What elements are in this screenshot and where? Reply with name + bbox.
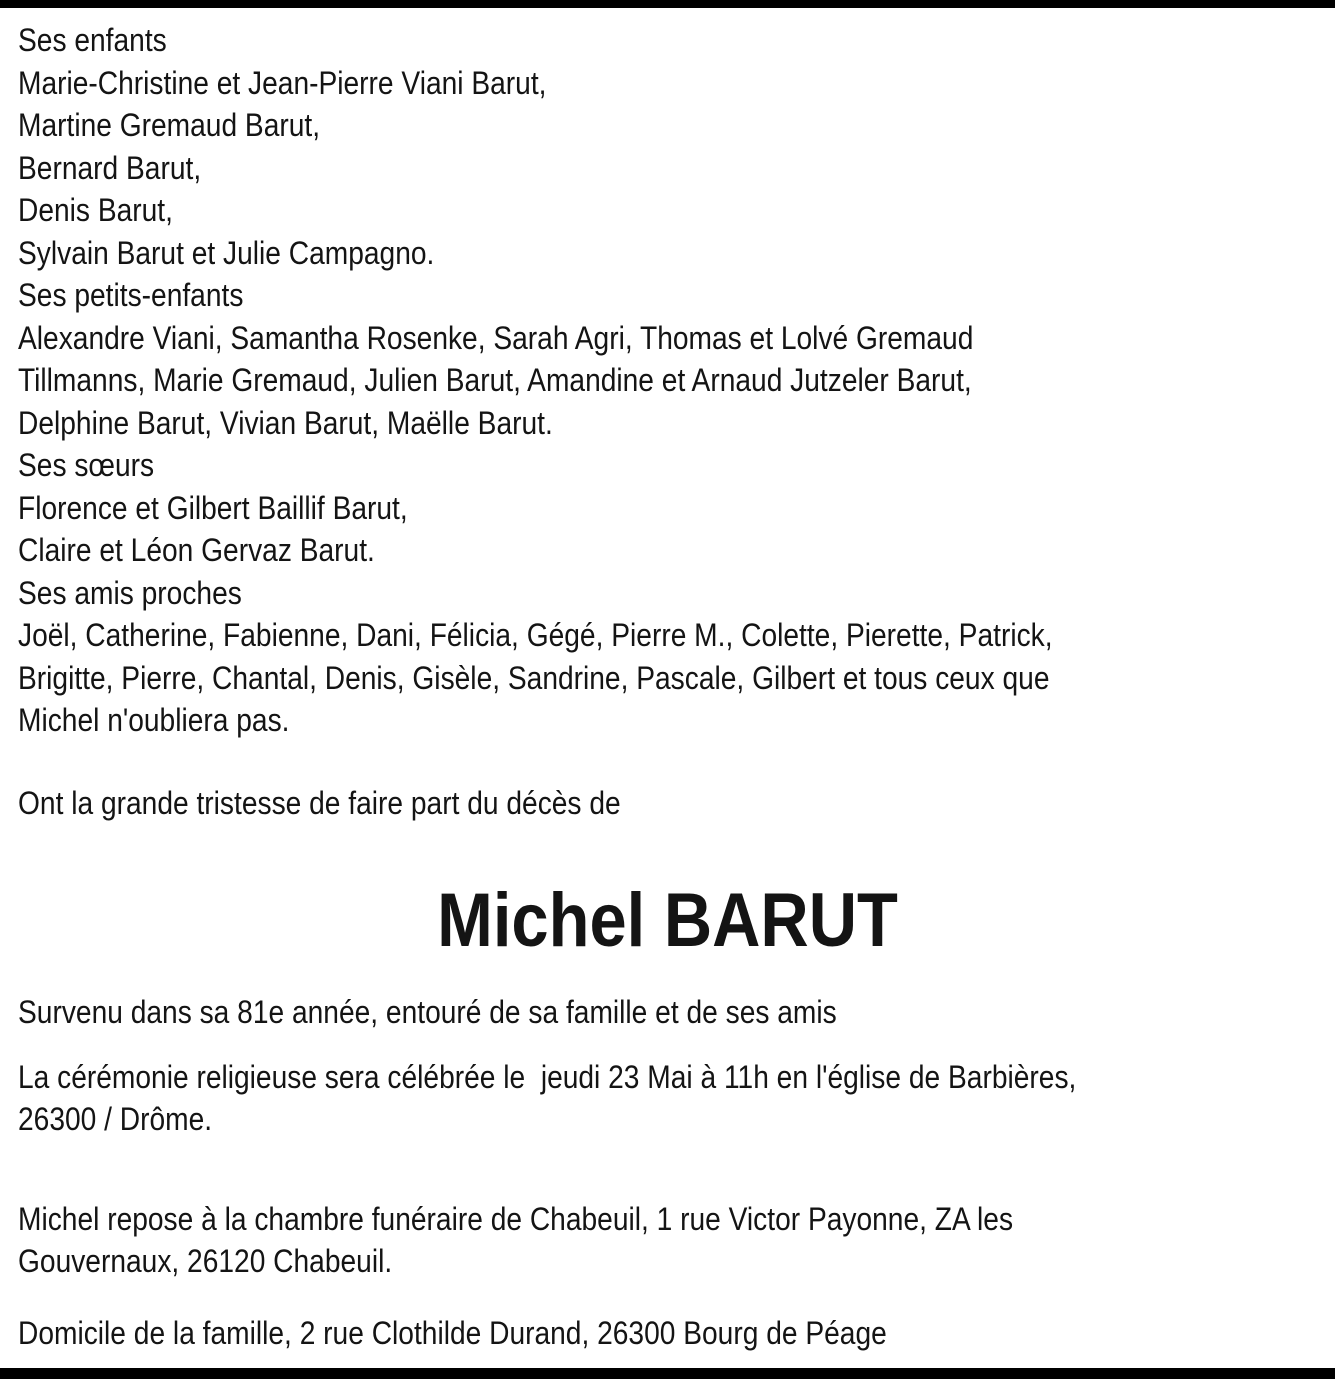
text-line: Ses petits-enfants	[18, 277, 244, 313]
text-line: Sylvain Barut et Julie Campagno.	[18, 234, 435, 271]
announcement-line: Ont la grande tristesse de faire part du décès de	[18, 784, 621, 821]
family-home-address-line: Domicile de la famille, 2 rue Clothilde Durand, 26300 Bourg de Péage	[18, 1314, 887, 1351]
text-line: Martine Gremaud Barut,	[18, 107, 321, 143]
text-line: Brigitte, Pierre, Chantal, Denis, Gisèle, Sandrine, Pascale, Gilbert et tous ceux que	[18, 659, 1050, 696]
text-line: Denis Barut,	[18, 192, 173, 228]
text-line: Joël, Catherine, Fabienne, Dani, Félicia, Gégé, Pierre M., Colette, Pierette, Patrick,	[18, 617, 1053, 653]
text-line: Ses enfants	[18, 22, 167, 58]
text-line: Florence et Gilbert Baillif Barut,	[18, 489, 408, 526]
text-line: Michel repose à la chambre funéraire de Chabeuil, 1 rue Victor Payonne, ZA les	[18, 1200, 1014, 1237]
text-line: Gouvernaux, 26120 Chabeuil.	[18, 1243, 393, 1279]
bottom-border-bar	[0, 1368, 1335, 1379]
text-line: La cérémonie religieuse sera célébrée le jeudi 23 Mai à 11h en l'église de Barbières,	[18, 1058, 1077, 1095]
family-and-friends-list	[18, 19, 1335, 742]
text-line: Ses sœurs	[18, 447, 155, 483]
text-line: Tillmanns, Marie Gremaud, Julien Barut, Amandine et Arnaud Jutzeler Barut,	[18, 362, 972, 398]
deceased-name: Michel BARUT	[437, 878, 898, 963]
notice-content	[18, 8, 1335, 1354]
text-line: Bernard Barut,	[18, 149, 202, 186]
top-border-bar	[0, 0, 1335, 8]
text-line: Alexandre Viani, Samantha Rosenke, Sarah Agri, Thomas et Lolvé Gremaud	[18, 319, 974, 356]
text-line: Michel n'oubliera pas.	[18, 702, 290, 738]
ceremony-details	[18, 1056, 1335, 1141]
text-line: Ses amis proches	[18, 574, 242, 611]
text-line: Claire et Léon Gervaz Barut.	[18, 532, 375, 568]
funeral-home-details	[18, 1198, 1335, 1283]
age-circumstance-line: Survenu dans sa 81e année, entouré de sa famille et de ses amis	[18, 994, 837, 1030]
text-line: Marie-Christine et Jean-Pierre Viani Barut,	[18, 64, 547, 101]
text-line: 26300 / Drôme.	[18, 1101, 213, 1137]
text-line: Delphine Barut, Vivian Barut, Maëlle Barut.	[18, 404, 553, 441]
